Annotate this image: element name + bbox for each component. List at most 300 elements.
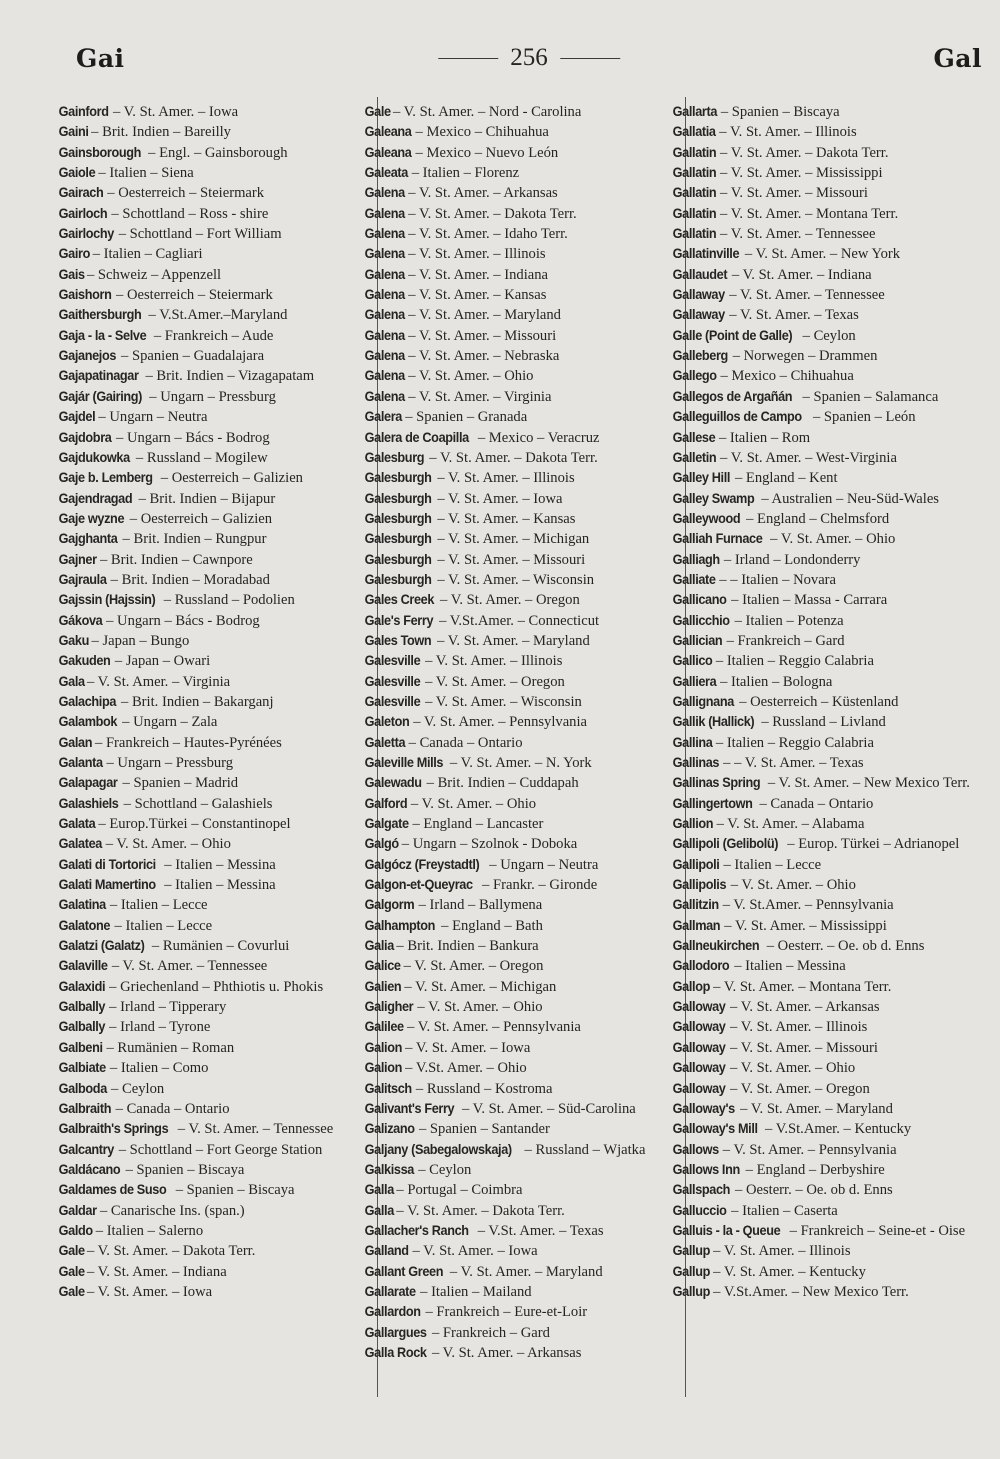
entry-location: – V. St. Amer. – Illinois bbox=[421, 653, 563, 670]
entry-headword: Galeton bbox=[364, 714, 410, 730]
entry-location: – Ungarn – Neutra bbox=[485, 856, 599, 873]
entry-headword: Galdo bbox=[58, 1222, 93, 1238]
gazetteer-entry bbox=[58, 204, 371, 224]
entry-location: – V. St. Amer. – Iowa bbox=[408, 1243, 538, 1260]
entry-location: – Schweiz – Appenzell bbox=[83, 266, 222, 283]
entry-headword: Galambok bbox=[58, 714, 118, 730]
entry-headword: Gallup bbox=[672, 1263, 710, 1279]
gazetteer-entry bbox=[672, 590, 982, 610]
entry-location: – Engl. – Gainsborough bbox=[144, 144, 288, 161]
entry-location: – Ceylon bbox=[107, 1080, 165, 1097]
entry-headword: Gallows bbox=[672, 1141, 719, 1157]
entry-headword: Galla bbox=[364, 1202, 394, 1218]
entry-location: – V. St. Amer. – Ohio bbox=[727, 877, 856, 894]
entry-headword: Galhampton bbox=[364, 917, 436, 933]
entry-headword: Gajdukowka bbox=[58, 449, 130, 465]
gazetteer-entry bbox=[58, 672, 371, 692]
entry-headword: Gainford bbox=[58, 104, 109, 119]
entry-location: – V. St. Amer. – Virginia bbox=[404, 388, 552, 405]
entry-headword: Galan bbox=[58, 734, 93, 750]
gazetteer-entry bbox=[58, 916, 371, 936]
entry-headword: Galati Mamertino bbox=[58, 877, 156, 893]
entry-headword: Gaje b. Lemberg bbox=[58, 470, 153, 486]
entry-location: – Frankreich – Eure-et-Loir bbox=[421, 1304, 588, 1321]
gazetteer-entry bbox=[672, 183, 982, 203]
entry-headword: Galluccio bbox=[672, 1202, 727, 1218]
entry-location: – Brit. Indien – Vizagapatam bbox=[141, 368, 315, 385]
column-1 bbox=[58, 102, 371, 1302]
gazetteer-entry bbox=[58, 550, 371, 570]
entry-location: – Brit. Indien – Bareilly bbox=[87, 124, 231, 141]
entry-headword: Galcantry bbox=[58, 1141, 114, 1157]
entry-location: – Mexico – Chihuahua bbox=[716, 368, 854, 385]
entry-headword: Galaville bbox=[58, 958, 108, 974]
entry-headword: Gallitzin bbox=[672, 897, 719, 913]
header-rule-left bbox=[438, 58, 498, 59]
entry-headword: Galesburgh bbox=[364, 551, 432, 567]
entry-location: – V.St. Amer. – Ohio bbox=[401, 1060, 527, 1077]
entry-location: – Oesterr. – Oe. ob d. Enns bbox=[731, 1182, 893, 1199]
gazetteer-entry bbox=[364, 285, 680, 305]
entry-headword: Galdar bbox=[58, 1202, 97, 1218]
gazetteer-entry bbox=[672, 407, 982, 427]
entry-location: – Italien – Florenz bbox=[408, 165, 520, 182]
entry-location: – Frankreich – Gard bbox=[722, 632, 845, 649]
gazetteer-entry bbox=[58, 244, 371, 264]
header-left-guideword: Gai bbox=[76, 44, 125, 73]
entry-headword: Gajraula bbox=[58, 571, 107, 587]
entry-location: – Italien – Caserta bbox=[727, 1202, 838, 1219]
entry-headword: Galena bbox=[364, 185, 405, 201]
entry-headword: Gallaudet bbox=[672, 266, 728, 282]
entry-location: – V. St. Amer. – Arkansas bbox=[404, 185, 558, 202]
entry-headword: Galjany (Sabegalowskaja) bbox=[364, 1141, 512, 1157]
entry-location: – V. St. Amer. – Illinois bbox=[433, 470, 575, 487]
gazetteer-entry bbox=[364, 1302, 680, 1322]
entry-location: – V. St. Amer. – Nord - Carolina bbox=[389, 104, 582, 120]
entry-location: – V. St. Amer. – Oregon bbox=[726, 1080, 870, 1097]
entry-headword: Gallup bbox=[672, 1243, 710, 1259]
entry-location: – V. St. Amer. – Michigan bbox=[433, 531, 590, 548]
entry-headword: Gais bbox=[58, 266, 85, 282]
entry-location: – V. St. Amer. – Iowa bbox=[401, 1039, 531, 1056]
gazetteer-entry bbox=[672, 122, 982, 142]
entry-headword: Galleguillos de Campo bbox=[672, 409, 802, 425]
entry-location: – V. St. Amer. – Illinois bbox=[726, 1019, 868, 1036]
gazetteer-entry bbox=[672, 244, 982, 264]
gazetteer-entry bbox=[58, 855, 371, 875]
gazetteer-entry bbox=[364, 224, 680, 244]
gazetteer-entry bbox=[364, 407, 680, 427]
gazetteer-entry bbox=[364, 102, 680, 122]
entry-location: – V. St. Amer. – Virginia bbox=[83, 673, 231, 690]
entry-location: – V.St.Amer. – New Mexico Terr. bbox=[709, 1283, 909, 1300]
gazetteer-entry bbox=[364, 1241, 680, 1261]
entry-headword: Gaithersburgh bbox=[58, 307, 142, 323]
gazetteer-entry bbox=[672, 834, 982, 854]
entry-headword: Galgócz (Freystadtl) bbox=[364, 856, 480, 872]
gazetteer-entry bbox=[58, 529, 371, 549]
entry-headword: Gallicchio bbox=[672, 612, 730, 628]
entry-location: – Italien – Siena bbox=[94, 165, 194, 182]
entry-headword: Galle (Point de Galle) bbox=[672, 327, 793, 343]
gazetteer-entry bbox=[364, 631, 680, 651]
entry-headword: Gallup bbox=[672, 1283, 710, 1299]
entry-headword: Galachipa bbox=[58, 693, 117, 709]
entry-headword: Gallion bbox=[672, 816, 714, 832]
gazetteer-entry bbox=[58, 489, 371, 509]
gazetteer-entry bbox=[58, 387, 371, 407]
entry-location: – Oesterreich – Galizien bbox=[126, 510, 273, 527]
gazetteer-entry bbox=[364, 326, 680, 346]
page-header bbox=[76, 44, 982, 84]
gazetteer-entry bbox=[364, 590, 680, 610]
gazetteer-entry bbox=[58, 305, 371, 325]
entry-location: – V. St. Amer. – Iowa bbox=[109, 104, 239, 120]
entry-headword: Galluis - la - Queue bbox=[672, 1222, 781, 1238]
gazetteer-entry bbox=[672, 265, 982, 285]
entry-headword: Gallaway bbox=[672, 307, 725, 323]
entry-headword: Galloway bbox=[672, 999, 726, 1015]
gazetteer-entry bbox=[672, 1099, 982, 1119]
gazetteer-entry bbox=[672, 285, 982, 305]
gazetteer-entry bbox=[672, 855, 982, 875]
entry-location: – Canada – Ontario bbox=[755, 795, 874, 812]
entry-location: – V. St. Amer. – New York bbox=[741, 246, 901, 263]
gazetteer-entry bbox=[364, 794, 680, 814]
gazetteer-entry bbox=[58, 346, 371, 366]
gazetteer-entry bbox=[364, 814, 680, 834]
entry-headword: Galetta bbox=[364, 734, 406, 750]
entry-headword: Gallatin bbox=[672, 165, 717, 181]
entry-headword: Galgate bbox=[364, 816, 409, 832]
entry-headword: Gallatin bbox=[672, 226, 717, 242]
entry-headword: Galdácano bbox=[58, 1161, 121, 1177]
entry-headword: Gallman bbox=[672, 917, 721, 933]
entry-headword: Galena bbox=[364, 388, 405, 404]
entry-headword: Gajdobra bbox=[58, 429, 112, 445]
entry-location: – Frankr. – Gironde bbox=[478, 877, 598, 894]
gazetteer-entry bbox=[58, 834, 371, 854]
header-rule-right bbox=[560, 58, 620, 59]
entry-location: – V. St. Amer. – Pennsylvania bbox=[403, 1019, 581, 1036]
gazetteer-entry bbox=[672, 712, 982, 732]
entry-location: – V. St. Amer. – Oregon bbox=[421, 673, 565, 690]
entry-headword: Galigher bbox=[364, 999, 414, 1015]
gazetteer-entry bbox=[364, 550, 680, 570]
entry-headword: Gaja - la - Selve bbox=[58, 327, 147, 343]
entry-location: – Mexico – Nuevo León bbox=[411, 144, 559, 161]
gazetteer-entry bbox=[58, 895, 371, 915]
entry-headword: Galletin bbox=[672, 449, 717, 465]
gazetteer-entry bbox=[58, 611, 371, 631]
entry-headword: Galivant's Ferry bbox=[364, 1100, 455, 1116]
entry-headword: Galeana bbox=[364, 144, 412, 160]
entry-location: – Frankreich – Seine-et - Oise bbox=[785, 1222, 966, 1239]
entry-headword: Gallipolis bbox=[672, 877, 727, 893]
gazetteer-entry bbox=[364, 875, 680, 895]
entry-location: – V.St. Amer. – Texas bbox=[474, 1222, 604, 1239]
entry-headword: Galloway's bbox=[672, 1100, 735, 1116]
entry-location: – Oesterr. – Oe. ob d. Enns bbox=[763, 938, 925, 955]
entry-headword: Galeville Mills bbox=[364, 755, 444, 770]
gazetteer-entry bbox=[364, 1140, 680, 1160]
gazetteer-entry bbox=[672, 489, 982, 509]
gazetteer-entry bbox=[364, 1058, 680, 1078]
entry-location: – Ungarn – Pressburg bbox=[145, 388, 276, 405]
entry-headword: Gajár (Gairing) bbox=[58, 388, 143, 404]
gazetteer-entry bbox=[364, 509, 680, 529]
entry-location: – V. St. Amer. – Kansas bbox=[404, 287, 547, 304]
entry-headword: Galliah Furnace bbox=[672, 531, 763, 547]
entry-location: – V. St. Amer. – Arkansas bbox=[726, 999, 880, 1016]
entry-location: – V. St. Amer. – Maryland bbox=[404, 307, 561, 324]
gazetteer-entry bbox=[58, 1140, 371, 1160]
gazetteer-entry bbox=[672, 936, 982, 956]
entry-headword: Galeata bbox=[364, 165, 408, 181]
gazetteer-entry bbox=[58, 651, 371, 671]
entry-location: – Italien – Rom bbox=[715, 429, 811, 446]
entry-location: – Oesterreich – Galizien bbox=[157, 470, 303, 487]
entry-headword: Galgorm bbox=[364, 897, 415, 913]
gazetteer-entry bbox=[364, 773, 680, 793]
gazetteer-entry bbox=[58, 977, 371, 997]
entry-headword: Galliate bbox=[672, 571, 716, 587]
entry-location: – Russland – Podolien bbox=[160, 592, 295, 609]
entry-location: – Italien – Salerno bbox=[92, 1222, 204, 1239]
entry-location: – Italien – Lecce bbox=[719, 856, 822, 873]
entry-location: – Norwegen – Drammen bbox=[729, 348, 878, 365]
entry-headword: Gainsborough bbox=[58, 144, 142, 160]
entry-location: – V. St. Amer. – Illinois bbox=[715, 124, 857, 141]
entry-headword: Galena bbox=[364, 205, 405, 221]
gazetteer-entry bbox=[672, 143, 982, 163]
entry-headword: Gajdel bbox=[58, 409, 96, 425]
entry-headword: Gallipoli bbox=[672, 856, 720, 872]
entry-headword: Galloway bbox=[672, 1039, 726, 1055]
gazetteer-entry bbox=[58, 631, 371, 651]
entry-headword: Gallico bbox=[672, 653, 713, 669]
entry-location: – V. St. Amer. – Illinois bbox=[709, 1243, 851, 1260]
entry-headword: Galesburg bbox=[364, 449, 425, 465]
gazetteer-entry bbox=[672, 1221, 982, 1241]
entry-location: – V. St. Amer. – Pennsylvania bbox=[409, 714, 587, 731]
gazetteer-entry bbox=[58, 1221, 371, 1241]
entry-headword: Galitsch bbox=[364, 1080, 412, 1096]
gazetteer-entry bbox=[364, 1221, 680, 1241]
entry-headword: Gairlochy bbox=[58, 226, 114, 242]
gazetteer-entry bbox=[58, 590, 371, 610]
entry-headword: Galbiate bbox=[58, 1060, 106, 1076]
gazetteer-entry bbox=[58, 407, 371, 427]
entry-headword: Gallant Green bbox=[364, 1263, 444, 1279]
entry-headword: Gallatinville bbox=[672, 246, 740, 262]
entry-location: – Frankreich – Aude bbox=[150, 327, 274, 344]
entry-location: – Griechenland – Phthiotis u. Phokis bbox=[105, 978, 324, 995]
entry-headword: Gajssin (Hajssin) bbox=[58, 592, 156, 608]
gazetteer-entry bbox=[672, 224, 982, 244]
gazetteer-entry bbox=[364, 346, 680, 366]
entry-headword: Gallspach bbox=[672, 1182, 731, 1198]
entry-headword: Galizano bbox=[364, 1121, 415, 1137]
entry-location: – Italien – Lecce bbox=[106, 897, 208, 914]
entry-headword: Galilee bbox=[364, 1019, 404, 1035]
entry-location: – England – Derbyshire bbox=[742, 1161, 885, 1178]
entry-headword: Galgó bbox=[364, 836, 399, 852]
entry-headword: Gallik (Hallick) bbox=[672, 714, 755, 730]
gazetteer-entry bbox=[58, 936, 371, 956]
entry-headword: Galbraith bbox=[58, 1100, 112, 1116]
entry-headword: Galena bbox=[364, 226, 405, 242]
gazetteer-entry bbox=[672, 733, 982, 753]
entry-headword: Galloway bbox=[672, 1080, 726, 1096]
entry-headword: Gallegos de Argañán bbox=[672, 388, 793, 404]
entry-headword: Galena bbox=[364, 307, 405, 323]
entry-headword: Gale bbox=[58, 1283, 85, 1299]
entry-location: – Italien – Messina bbox=[160, 877, 276, 894]
gazetteer-entry bbox=[364, 468, 680, 488]
gazetteer-entry bbox=[364, 305, 680, 325]
gazetteer-entry bbox=[364, 1017, 680, 1037]
entry-location: – Italien – Bologna bbox=[716, 673, 833, 690]
gazetteer-entry bbox=[58, 1180, 371, 1200]
gazetteer-entry bbox=[364, 692, 680, 712]
entry-location: – V. St. Amer. – Missouri bbox=[433, 551, 586, 568]
entry-location: – Italien – Messina bbox=[730, 958, 846, 975]
gazetteer-entry bbox=[672, 692, 982, 712]
gazetteer-entry bbox=[364, 1323, 680, 1343]
entry-location: – Italien – Cagliari bbox=[89, 246, 203, 263]
entry-location: – Spanien – Biscaya bbox=[121, 1161, 245, 1178]
gazetteer-entry bbox=[364, 1119, 680, 1139]
entry-headword: Galena bbox=[364, 327, 405, 343]
entry-location: – Europ.Türkei – Constantinopel bbox=[94, 816, 291, 833]
entry-headword: Gales Creek bbox=[364, 592, 435, 608]
entry-location: – Italien – Potenza bbox=[730, 612, 844, 629]
entry-headword: Gallipoli (Gelibolü) bbox=[672, 836, 779, 852]
entry-location: – Irland – Tipperary bbox=[105, 999, 227, 1016]
entry-location: – Brit. Indien – Bakarganj bbox=[117, 693, 274, 710]
entry-headword: Galesburgh bbox=[364, 571, 432, 587]
gazetteer-entry bbox=[672, 1079, 982, 1099]
gazetteer-entry bbox=[364, 834, 680, 854]
entry-location: – Spanien – Salamanca bbox=[798, 388, 939, 405]
entry-location: – Russland – Livland bbox=[757, 714, 886, 731]
entry-headword: Gallingertown bbox=[672, 795, 753, 811]
gazetteer-entry bbox=[364, 977, 680, 997]
page-number-block bbox=[438, 44, 620, 72]
entry-location: – Italien – Massa - Carrara bbox=[727, 592, 888, 609]
gazetteer-entry bbox=[672, 509, 982, 529]
entry-location: – Portugal – Coimbra bbox=[392, 1182, 523, 1199]
gazetteer-entry bbox=[364, 448, 680, 468]
gazetteer-entry bbox=[672, 997, 982, 1017]
entry-headword: Galleberg bbox=[672, 348, 728, 364]
entry-headword: Galland bbox=[364, 1243, 409, 1259]
entry-headword: Galesburgh bbox=[364, 531, 432, 547]
entry-location: – V. St. Amer. – Tennessee bbox=[108, 958, 268, 975]
entry-headword: Gale's Ferry bbox=[364, 612, 434, 628]
entry-location: – Ungarn – Zala bbox=[118, 714, 218, 731]
entry-headword: Gallese bbox=[672, 429, 716, 445]
gazetteer-entry bbox=[672, 977, 982, 997]
entry-headword: Galesville bbox=[364, 673, 421, 689]
gazetteer-entry bbox=[364, 855, 680, 875]
gazetteer-entry bbox=[672, 794, 982, 814]
entry-headword: Galapagar bbox=[58, 775, 118, 791]
entry-headword: Galley Hill bbox=[672, 470, 731, 486]
entry-location: – Mexico – Veracruz bbox=[474, 429, 600, 446]
entry-headword: Galena bbox=[364, 246, 405, 262]
gazetteer-entry bbox=[364, 1038, 680, 1058]
gazetteer-entry bbox=[672, 753, 982, 773]
gazetteer-entry bbox=[672, 672, 982, 692]
gazetteer-entry bbox=[672, 163, 982, 183]
entry-location: – Italien – Reggio Calabria bbox=[712, 653, 874, 670]
entry-headword: Gallop bbox=[672, 978, 710, 994]
entry-headword: Galla bbox=[364, 1182, 394, 1198]
entry-location: – V. St. Amer. – Missouri bbox=[404, 327, 557, 344]
entry-location: – V.St.Amer. – Kentucky bbox=[761, 1121, 912, 1138]
gazetteer-entry bbox=[58, 326, 371, 346]
entry-location: – Russland – Wjatka bbox=[520, 1141, 646, 1158]
gazetteer-entry bbox=[672, 529, 982, 549]
page-number: 256 bbox=[510, 44, 548, 71]
gazetteer-entry bbox=[364, 1079, 680, 1099]
entry-location: – Spanien – Guadalajara bbox=[117, 348, 265, 365]
entry-location: – V. St. Amer. – Dakota Terr. bbox=[425, 449, 598, 466]
gazetteer-entry bbox=[672, 550, 982, 570]
entry-headword: Gairo bbox=[58, 246, 91, 262]
entry-headword: Galatone bbox=[58, 917, 111, 933]
entry-headword: Galkissa bbox=[364, 1161, 414, 1177]
gazetteer-entry bbox=[58, 1160, 371, 1180]
entry-location: – Rumänien – Roman bbox=[102, 1039, 235, 1056]
entry-location: – Frankreich – Gard bbox=[428, 1324, 550, 1341]
entry-headword: Galice bbox=[364, 958, 401, 974]
gazetteer-entry bbox=[58, 814, 371, 834]
gazetteer-entry bbox=[672, 346, 982, 366]
gazetteer-entry bbox=[364, 1180, 680, 1200]
gazetteer-entry bbox=[364, 1099, 680, 1119]
gazetteer-entry bbox=[364, 956, 680, 976]
entry-headword: Galford bbox=[364, 795, 408, 811]
entry-location: – V. St. Amer. – New Mexico Terr. bbox=[764, 775, 970, 792]
gazetteer-entry bbox=[672, 651, 982, 671]
entry-headword: Galbally bbox=[58, 999, 106, 1015]
gazetteer-entry bbox=[58, 1079, 371, 1099]
entry-location: – Frankreich – Hautes-Pyrénées bbox=[91, 734, 282, 751]
entry-headword: Gallarta bbox=[672, 104, 718, 119]
entry-location: – V. St. Amer. – Michigan bbox=[400, 978, 557, 995]
entry-location: – Italien – Reggio Calabria bbox=[712, 734, 874, 751]
entry-location: – Italien – Como bbox=[106, 1060, 209, 1077]
entry-location: – V. St. Amer. – Ohio bbox=[404, 368, 534, 385]
entry-headword: Galena bbox=[364, 266, 405, 282]
entry-location: – Brit. Indien – Moradabad bbox=[107, 571, 270, 588]
gazetteer-entry bbox=[672, 611, 982, 631]
entry-headword: Galesburgh bbox=[364, 490, 432, 506]
entry-location: – Oesterreich – Küstenland bbox=[735, 693, 899, 710]
gazetteer-entry bbox=[672, 326, 982, 346]
gazetteer-entry bbox=[364, 1343, 680, 1363]
gazetteer-entry bbox=[364, 651, 680, 671]
entry-headword: Gale bbox=[58, 1243, 85, 1259]
gazetteer-entry bbox=[672, 1160, 982, 1180]
gazetteer-entry bbox=[364, 1262, 680, 1282]
entry-headword: Galati di Tortorici bbox=[58, 856, 156, 872]
entry-location: – V. St. Amer. – Ohio bbox=[726, 1060, 856, 1077]
